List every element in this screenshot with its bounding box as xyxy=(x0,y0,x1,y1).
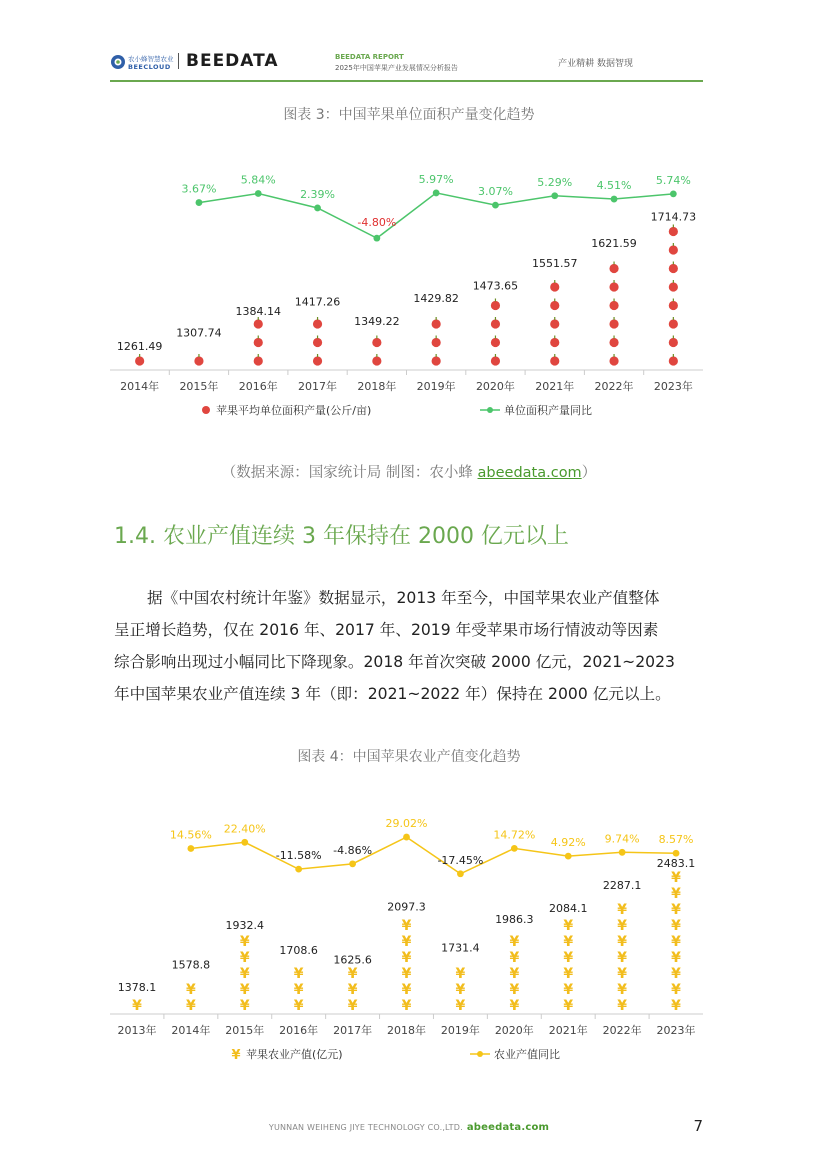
paragraph-line: 呈正增长趋势，仅在 2016 年、2017 年、2019 年受苹果市场行情波动等因素 xyxy=(114,621,659,639)
yuan-icon: ¥ xyxy=(293,998,304,1014)
yuan-icon: ¥ xyxy=(132,998,142,1014)
x-axis-label: 2021年 xyxy=(548,1024,588,1037)
yuan-icon: ¥ xyxy=(563,934,574,950)
line-value-label: 2.39% xyxy=(300,187,336,201)
bar-value-label: 1986.3 xyxy=(495,912,534,926)
footer-site: abeedata.com xyxy=(466,1122,550,1133)
apple-stem xyxy=(554,336,555,339)
figure3-chart xyxy=(110,150,703,422)
yuan-icon: ¥ xyxy=(509,934,520,950)
apple-icon xyxy=(609,282,618,291)
legend-line-label: 农业产值同比 xyxy=(494,1048,560,1061)
yuan-icon: ¥ xyxy=(401,982,412,998)
source-link[interactable]: abeedata.com xyxy=(477,465,582,481)
yuan-icon: ¥ xyxy=(401,934,412,950)
yuan-icon: ¥ xyxy=(347,998,358,1014)
data-source-note xyxy=(0,461,818,482)
yuan-icon: ¥ xyxy=(617,934,628,950)
apple-icon xyxy=(432,356,441,365)
apple-icon xyxy=(313,356,322,365)
apple-stem xyxy=(673,280,674,283)
apple-icon xyxy=(669,264,678,273)
bar-2018年 xyxy=(372,336,381,366)
bar-value-label: 1349.22 xyxy=(354,314,400,328)
bar-2017年 xyxy=(348,966,358,1014)
bar-2022年 xyxy=(617,902,627,1014)
line-point xyxy=(619,849,626,856)
bar-value-label: 1307.74 xyxy=(176,326,222,340)
paragraph-line: 综合影响出现过小幅同比下降现象。2018 年首次突破 2000 亿元，2021~2023 xyxy=(114,653,675,671)
paragraph-line: 据《中国农村统计年鉴》数据显示，2013 年至今，中国苹果农业产值整体 xyxy=(147,589,660,607)
apple-icon xyxy=(254,356,263,365)
apple-icon xyxy=(609,319,618,328)
yuan-icon: ¥ xyxy=(239,982,250,998)
bar-2019年 xyxy=(432,317,441,366)
apple-icon xyxy=(669,245,678,254)
report-subtitle: 2025年中国苹果产业发展情况分析报告 xyxy=(335,64,458,72)
line-point xyxy=(403,834,410,841)
bar-value-label: 1384.14 xyxy=(235,304,281,318)
line-point xyxy=(551,192,558,199)
x-axis-label: 2017年 xyxy=(298,380,338,393)
x-axis-label: 2014年 xyxy=(171,1024,211,1037)
x-axis-label: 2022年 xyxy=(602,1024,642,1037)
yuan-icon: ¥ xyxy=(347,982,358,998)
apple-icon xyxy=(372,356,381,365)
apple-icon xyxy=(609,356,618,365)
legend-line-marker xyxy=(477,1051,483,1057)
yuan-icon: ¥ xyxy=(401,918,412,934)
yuan-icon: ¥ xyxy=(455,966,466,982)
apple-icon xyxy=(550,282,559,291)
apple-stem xyxy=(613,354,614,357)
line-value-label: 4.51% xyxy=(596,179,632,193)
apple-icon xyxy=(254,338,263,347)
apple-icon xyxy=(135,356,144,365)
bar-value-label: 2097.3 xyxy=(387,900,426,914)
yuan-icon: ¥ xyxy=(671,966,681,982)
x-axis-label: 2015年 xyxy=(179,380,219,393)
apple-icon xyxy=(194,356,203,365)
yuan-icon: ¥ xyxy=(671,918,681,934)
page-header xyxy=(110,50,703,82)
yuan-icon: ¥ xyxy=(239,934,250,950)
apple-stem xyxy=(317,354,318,357)
bar-2014年 xyxy=(186,982,196,1014)
x-axis-label: 2020年 xyxy=(494,1024,534,1037)
bar-value-label: 1417.26 xyxy=(294,295,341,309)
apple-icon xyxy=(372,338,381,347)
apple-icon xyxy=(550,319,559,328)
line-value-label: 5.74% xyxy=(655,173,691,187)
x-axis-label: 2018年 xyxy=(387,1024,426,1037)
yuan-icon: ¥ xyxy=(671,902,681,918)
yuan-icon: ¥ xyxy=(563,982,574,998)
apple-stem xyxy=(554,280,555,283)
yuan-icon: ¥ xyxy=(671,950,681,966)
line-value-label: 14.56% xyxy=(169,828,212,842)
line-point xyxy=(565,853,572,860)
line-value-label: -4.80% xyxy=(357,216,397,230)
bar-value-label: 2084.1 xyxy=(548,901,588,915)
line-point xyxy=(673,850,680,857)
legend-bar-label: 苹果农业产值(亿元) xyxy=(246,1048,343,1061)
apple-stem xyxy=(673,225,674,228)
x-axis-label: 2022年 xyxy=(594,380,634,393)
apple-icon xyxy=(550,356,559,365)
line-point xyxy=(295,866,302,873)
line-point xyxy=(457,870,464,877)
apple-icon xyxy=(432,338,441,347)
x-axis-label: 2023年 xyxy=(656,1024,696,1037)
bar-value-label: 1578.8 xyxy=(171,958,211,972)
yuan-icon: ¥ xyxy=(617,950,628,966)
line-value-label: 22.40% xyxy=(223,822,266,836)
apple-stem xyxy=(376,336,377,339)
bar-value-label: 1429.82 xyxy=(413,291,459,305)
line-value-label: -17.45% xyxy=(437,853,484,867)
line-value-label: 29.02% xyxy=(385,817,428,831)
page-number: 7 xyxy=(693,1117,703,1135)
apple-icon xyxy=(491,356,500,365)
legend xyxy=(231,1047,560,1063)
section-paragraph xyxy=(114,582,710,710)
bar-value-label: 1378.1 xyxy=(117,981,157,995)
line-value-label: 5.97% xyxy=(418,172,454,186)
bar-2023年 xyxy=(671,870,681,1014)
legend-bar-label: 苹果平均单位面积产量(公斤/亩) xyxy=(216,404,372,417)
x-axis-label: 2017年 xyxy=(333,1024,373,1037)
apple-icon xyxy=(313,338,322,347)
apple-stem xyxy=(673,336,674,339)
yuan-icon: ¥ xyxy=(671,934,681,950)
apple-stem xyxy=(317,317,318,320)
figure3-title: 图表 3：中国苹果单位面积产量变化趋势 xyxy=(283,107,535,123)
line-value-label: -11.58% xyxy=(275,849,322,863)
apple-stem xyxy=(376,354,377,357)
line-value-label: 3.67% xyxy=(181,182,217,196)
source-close: ） xyxy=(581,465,597,481)
yuan-icon: ¥ xyxy=(671,998,681,1014)
bar-2021年 xyxy=(550,280,559,366)
line-point xyxy=(492,202,499,209)
apple-stem xyxy=(139,354,140,357)
bar-2017年 xyxy=(313,317,322,366)
apple-icon xyxy=(491,301,500,310)
line-value-label: -4.86% xyxy=(333,843,373,857)
apple-stem xyxy=(495,317,496,320)
figure4-chart xyxy=(110,800,703,1072)
yuan-icon: ¥ xyxy=(509,966,520,982)
yuan-icon: ¥ xyxy=(239,998,250,1014)
yuan-icon: ¥ xyxy=(239,950,250,966)
line-value-label: 14.72% xyxy=(493,828,536,842)
apple-stem xyxy=(673,243,674,246)
x-axis-label: 2016年 xyxy=(238,380,278,393)
bar-2015年 xyxy=(240,934,250,1014)
bar-2022年 xyxy=(609,262,618,366)
line-point xyxy=(670,190,677,197)
line-value-label: 8.57% xyxy=(658,833,694,847)
x-axis-label: 2021年 xyxy=(535,380,575,393)
apple-icon xyxy=(669,301,678,310)
bar-value-label: 1625.6 xyxy=(333,953,372,967)
yuan-icon: ¥ xyxy=(401,950,412,966)
yuan-icon: ¥ xyxy=(617,902,628,918)
apple-stem xyxy=(613,299,614,302)
x-axis-label: 2016年 xyxy=(279,1024,319,1037)
yuan-icon: ¥ xyxy=(617,966,628,982)
logo-cn-text: 农小蜂智慧农业 xyxy=(128,55,174,63)
x-axis-label: 2015年 xyxy=(225,1024,265,1037)
line-point xyxy=(433,190,440,197)
yuan-icon: ¥ xyxy=(509,998,520,1014)
yuan-icon: ¥ xyxy=(563,998,574,1014)
yuan-icon: ¥ xyxy=(671,886,681,902)
yuan-icon: ¥ xyxy=(239,966,250,982)
apple-stem xyxy=(258,354,259,357)
apple-icon xyxy=(491,338,500,347)
apple-icon xyxy=(432,319,441,328)
apple-stem xyxy=(554,354,555,357)
apple-icon xyxy=(669,356,678,365)
apple-icon xyxy=(313,319,322,328)
yuan-icon: ¥ xyxy=(563,966,574,982)
bar-value-label: 1551.57 xyxy=(532,257,578,271)
apple-icon xyxy=(669,282,678,291)
bar-value-label: 1708.6 xyxy=(279,944,318,958)
apple-stem xyxy=(613,280,614,283)
line-value-label: 3.07% xyxy=(477,185,513,199)
line-point xyxy=(255,190,262,197)
yuan-icon: ¥ xyxy=(563,950,574,966)
yuan-icon: ¥ xyxy=(401,966,412,982)
legend xyxy=(202,403,592,417)
bar-2020年 xyxy=(509,934,519,1014)
bar-value-label: 2483.1 xyxy=(656,856,696,870)
yuan-icon: ¥ xyxy=(185,982,196,998)
apple-stem xyxy=(673,262,674,265)
x-axis-label: 2019年 xyxy=(440,1024,480,1037)
apple-icon xyxy=(609,264,618,273)
bar-2014年 xyxy=(135,354,144,366)
line-series xyxy=(199,193,673,238)
yuan-icon: ¥ xyxy=(185,998,196,1014)
legend-bar-icon xyxy=(202,406,210,414)
yuan-icon: ¥ xyxy=(455,998,466,1014)
yuan-icon: ¥ xyxy=(293,966,304,982)
yuan-icon: ¥ xyxy=(509,982,520,998)
line-value-label: 9.74% xyxy=(604,832,640,846)
report-title: BEEDATA REPORT xyxy=(335,53,404,61)
bar-value-label: 1932.4 xyxy=(225,918,265,932)
legend-bar-icon: ¥ xyxy=(231,1048,241,1063)
yuan-icon: ¥ xyxy=(293,982,304,998)
source-text: （数据来源：国家统计局 制图：农小蜂 xyxy=(221,465,478,481)
apple-icon xyxy=(491,319,500,328)
legend-line-marker xyxy=(487,407,493,413)
x-axis-label: 2019年 xyxy=(416,380,456,393)
line-value-label: 5.84% xyxy=(240,173,276,187)
bar-value-label: 1621.59 xyxy=(591,237,637,251)
bar-value-label: 1473.65 xyxy=(472,279,519,293)
bar-2019年 xyxy=(456,966,466,1014)
apple-stem xyxy=(436,336,437,339)
yuan-icon: ¥ xyxy=(347,966,358,982)
line-point xyxy=(187,845,194,852)
x-axis-label: 2014年 xyxy=(120,380,160,393)
yuan-icon: ¥ xyxy=(671,982,681,998)
yuan-icon: ¥ xyxy=(509,950,520,966)
apple-stem xyxy=(495,354,496,357)
bar-2015年 xyxy=(194,354,203,366)
bar-2020年 xyxy=(491,299,500,366)
bar-2023年 xyxy=(669,225,678,366)
x-axis-label: 2013年 xyxy=(117,1024,157,1037)
apple-stem xyxy=(613,336,614,339)
apple-stem xyxy=(495,299,496,302)
apple-stem xyxy=(554,317,555,320)
brand-logo: BEEDATA xyxy=(186,51,279,71)
bar-value-label: 1731.4 xyxy=(441,941,480,955)
yuan-icon: ¥ xyxy=(617,982,628,998)
bar-2013年 xyxy=(132,998,142,1014)
apple-icon xyxy=(609,338,618,347)
bar-value-label: 1261.49 xyxy=(116,339,163,353)
bar-2021年 xyxy=(563,918,573,1014)
apple-stem xyxy=(613,317,614,320)
line-value-label: 4.92% xyxy=(550,836,586,850)
apple-icon xyxy=(609,301,618,310)
apple-stem xyxy=(317,336,318,339)
line-series xyxy=(191,837,676,874)
apple-icon xyxy=(254,319,263,328)
yuan-icon: ¥ xyxy=(563,918,574,934)
logo-en-text: BEECLOUD xyxy=(128,63,171,71)
apple-stem xyxy=(673,299,674,302)
line-point xyxy=(373,235,380,242)
section-heading: 1.4. 农业产值连续 3 年保持在 2000 亿元以上 xyxy=(114,524,569,549)
header-slogan: 产业精耕 数据智现 xyxy=(558,59,633,69)
apple-stem xyxy=(673,354,674,357)
bar-2016年 xyxy=(254,317,263,366)
apple-stem xyxy=(554,299,555,302)
logo-separator xyxy=(178,53,179,69)
apple-icon xyxy=(669,319,678,328)
x-axis-label: 2018年 xyxy=(357,380,397,393)
yuan-icon: ¥ xyxy=(455,982,466,998)
apple-icon xyxy=(669,338,678,347)
apple-icon xyxy=(550,301,559,310)
bar-value-label: 2287.1 xyxy=(602,878,642,892)
x-axis-label: 2020年 xyxy=(475,380,515,393)
line-point xyxy=(314,205,321,212)
apple-stem xyxy=(258,336,259,339)
apple-stem xyxy=(436,354,437,357)
line-point xyxy=(241,839,248,846)
yuan-icon: ¥ xyxy=(671,870,681,886)
line-point xyxy=(349,860,356,867)
apple-icon xyxy=(550,338,559,347)
apple-stem xyxy=(495,336,496,339)
yuan-icon: ¥ xyxy=(617,998,628,1014)
line-point xyxy=(611,196,618,203)
legend-line-label: 单位面积产量同比 xyxy=(504,404,592,417)
figure4-title: 图表 4：中国苹果农业产值变化趋势 xyxy=(297,749,521,765)
yuan-icon: ¥ xyxy=(617,918,628,934)
bee-logo-icon xyxy=(110,54,126,70)
line-value-label: 5.29% xyxy=(537,175,573,189)
bar-2016年 xyxy=(294,966,304,1014)
x-axis-label: 2023年 xyxy=(653,380,693,393)
apple-stem xyxy=(436,317,437,320)
bar-value-label: 1714.73 xyxy=(650,210,697,224)
apple-icon xyxy=(669,227,678,236)
footer-company: YUNNAN WEIHENG JIYE TECHNOLOGY CO.,LTD. xyxy=(268,1123,463,1132)
apple-stem xyxy=(673,317,674,320)
bar-2018年 xyxy=(402,918,412,1014)
paragraph-line: 年中国苹果农业产值连续 3 年（即：2021~2022 年）保持在 2000 亿元以上。 xyxy=(114,685,671,703)
line-point xyxy=(196,199,203,206)
apple-stem xyxy=(198,354,199,357)
apple-stem xyxy=(613,262,614,265)
line-point xyxy=(511,845,518,852)
yuan-icon: ¥ xyxy=(401,998,412,1014)
